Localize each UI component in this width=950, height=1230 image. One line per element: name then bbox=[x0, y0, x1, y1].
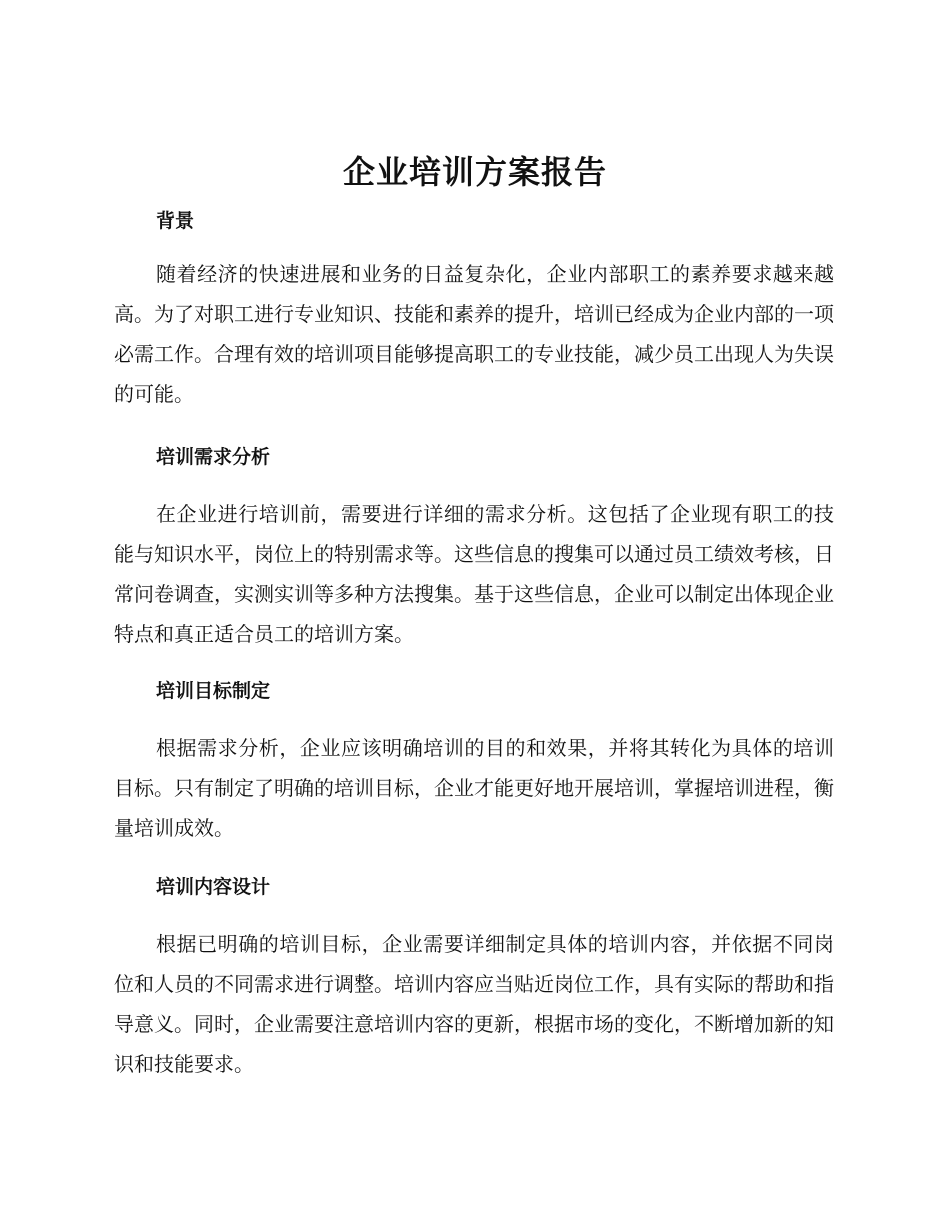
section-background bbox=[114, 200, 834, 414]
section-goal-setting bbox=[114, 670, 834, 848]
section-content-design bbox=[114, 866, 834, 1084]
section-paragraph: 在企业进行培训前，需要进行详细的需求分析。这包括了企业现有职工的技能与知识水平，岗位上的特别需求等。这些信息的搜集可以通过员工绩效考核，日常问卷调查，实测实训等多种方法搜集。基于这些信息，企业可以制定出体现企业特点和真正适合员工的培训方案。 bbox=[114, 502, 834, 646]
document-content bbox=[114, 200, 834, 1084]
section-heading: 背景 bbox=[156, 210, 195, 232]
document-title: 企业培训方案报告 bbox=[342, 153, 607, 191]
section-paragraph: 根据已明确的培训目标，企业需要详细制定具体的培训内容，并依据不同岗位和人员的不同需求进行调整。培训内容应当贴近岗位工作，具有实际的帮助和指导意义。同时，企业需要注意培训内容的更新，根据市场的变化，不断增加新的知识和技能要求。 bbox=[114, 932, 834, 1076]
section-paragraph: 根据需求分析，企业应该明确培训的目的和效果，并将其转化为具体的培训目标。只有制定了明确的培训目标，企业才能更好地开展培训，掌握培训进程，衡量培训成效。 bbox=[114, 736, 834, 840]
section-needs-analysis bbox=[114, 436, 834, 654]
section-heading: 培训内容设计 bbox=[156, 876, 271, 898]
section-paragraph: 随着经济的快速进展和业务的日益复杂化，企业内部职工的素养要求越来越高。为了对职工进行专业知识、技能和素养的提升，培训已经成为企业内部的一项必需工作。合理有效的培训项目能够提高职工的专业技能，减少员工出现人为失误的可能。 bbox=[114, 262, 834, 406]
section-heading: 培训需求分析 bbox=[156, 446, 271, 468]
section-heading: 培训目标制定 bbox=[156, 680, 271, 702]
